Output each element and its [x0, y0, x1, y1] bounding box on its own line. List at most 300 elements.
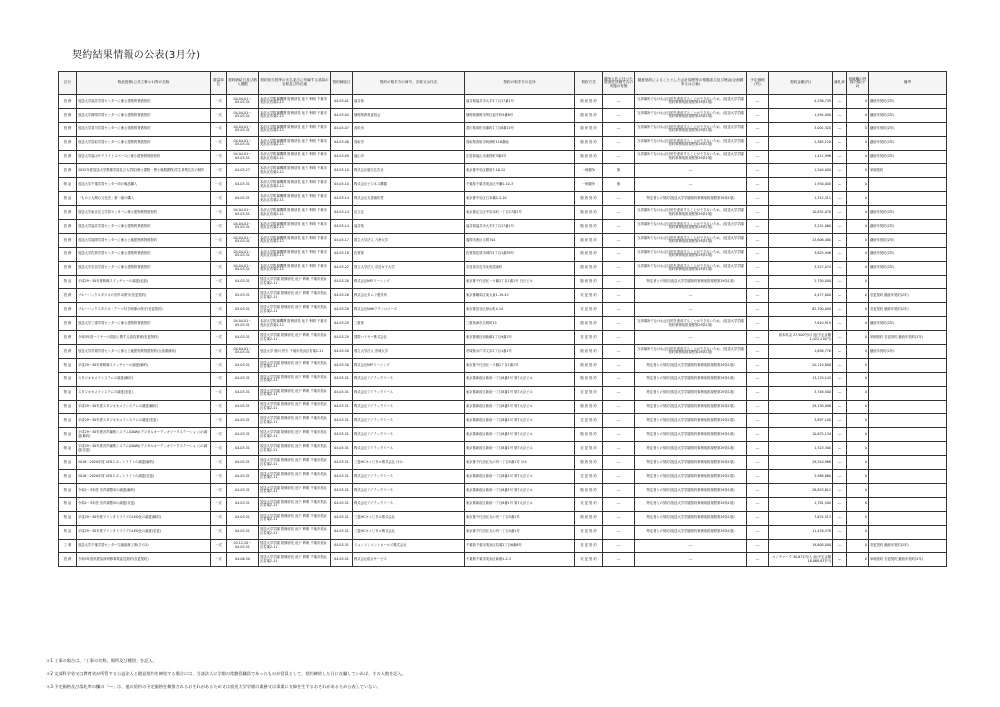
table-cell: 随 意 契 約: [575, 192, 603, 206]
table-cell: 04.03.09: [331, 150, 353, 164]
table-cell: 物 品: [59, 372, 77, 386]
table-cell: 0: [847, 539, 869, 553]
table-cell: 0: [847, 400, 869, 414]
column-header: 数量単位: [211, 72, 227, 95]
table-cell: ―: [603, 525, 635, 539]
table-cell: 0: [847, 164, 869, 178]
table-cell: 株式会社アイテックリース: [353, 483, 465, 497]
table-cell: 静岡県教育委員会: [353, 108, 465, 122]
table-cell: 継続年契約(2年): [869, 261, 947, 275]
table-cell: 0: [847, 233, 869, 247]
table-cell: 一式: [211, 220, 227, 234]
table-cell: 役 務: [59, 553, 77, 567]
table-cell: 変 更 契 約: [575, 553, 603, 567]
table-cell: 1,658,776: [769, 345, 833, 359]
column-header: 競争入札に比べた経済性評価方式の実施の有無: [603, 72, 635, 95]
table-cell: ―: [833, 345, 847, 359]
table-cell: 放送大学 楠川 肝夫 千葉市美浜区若葉2-11: [259, 345, 331, 359]
table-cell: 放送大学学園 財務部長 池下 利明 千葉市美浜区若葉2-11: [259, 400, 331, 414]
table-cell: ブルーバックスタジオの音声卓保守(変更契約): [77, 289, 211, 303]
table-cell: 東京都新宿区新宿一丁目8番1号 第7大京ビル: [465, 497, 575, 511]
table-cell: 福山市: [353, 150, 465, 164]
table-cell: 3,001,320: [769, 122, 833, 136]
table-cell: ―: [833, 178, 847, 192]
table-cell: 株式会社NFFリーシング: [353, 358, 465, 372]
table-cell: 一式: [211, 164, 227, 178]
table-cell: 本部大学附属機関 財務部長 池下 利明 千葉市美浜区若葉2-11: [259, 261, 331, 275]
table-row: [59, 317, 947, 331]
table-cell: 国立大学法人 九州大学: [353, 233, 465, 247]
table-cell: 04.04.01〜05.03.31: [227, 136, 259, 150]
table-cell: 東京都中央区日本橋2-3-10: [465, 192, 575, 206]
table-cell: 1,540,000: [769, 164, 833, 178]
table-cell: ―: [747, 317, 769, 331]
table-cell: 放送大学学園 財務部長 池下 利明 千葉市美浜区若葉2-11: [259, 442, 331, 456]
table-cell: 04.04.01〜05.03.31: [227, 247, 259, 261]
table-cell: スタジオカメラシステムの調達(変更): [77, 386, 211, 400]
table-cell: [869, 442, 947, 456]
table-cell: 7,610,919: [769, 317, 833, 331]
table-cell: 0: [847, 289, 869, 303]
table-cell: 0: [847, 414, 869, 428]
table-cell: [869, 456, 947, 470]
table-cell: ―: [833, 414, 847, 428]
table-cell: 放送大学福岡学習センターに係る土地建物賃貸借契約: [77, 233, 211, 247]
table-cell: 株式会社朝日広告社: [353, 164, 465, 178]
table-row: [59, 206, 947, 220]
table-cell: ―: [603, 400, 635, 414]
table-cell: ―: [747, 553, 769, 567]
table-cell: 一式: [211, 497, 227, 511]
table-cell: 基本料金 27,500円/月 他(予定金額 1,422,210円): [769, 331, 833, 345]
table-cell: ―: [603, 150, 635, 164]
table-cell: 0: [847, 497, 869, 511]
table-cell: 0: [847, 261, 869, 275]
table-row: [59, 470, 947, 484]
table-cell: 04.03.31: [227, 511, 259, 525]
table-cell: 随 意 契 約: [575, 206, 603, 220]
table-cell: 放送大学学園 財務部長 池下 利明 千葉市美浜区若葉2-11: [259, 470, 331, 484]
table-cell: 東京都新宿区新宿一丁目8番1号 第7大京ビル: [465, 442, 575, 456]
table-cell: [869, 497, 947, 511]
table-cell: ―: [833, 511, 847, 525]
table-cell: [869, 178, 947, 192]
table-cell: 04.03.31: [227, 428, 259, 442]
table-cell: 一式: [211, 372, 227, 386]
table-cell: 04.03.31: [331, 511, 353, 525]
table-cell: 0: [847, 247, 869, 261]
table-cell: 0: [847, 553, 869, 567]
table-cell: 役 務: [59, 136, 77, 150]
table-cell: 04.03.17: [331, 233, 353, 247]
table-cell: 物 品: [59, 442, 77, 456]
table-cell: 放送大学学園 財務部長 池下 利明 千葉市美浜区若葉2-11: [259, 511, 331, 525]
table-cell: 当該場所でなければ目的を達成することができないため。(放送大学学園契約事務取扱規程第29条1項): [635, 233, 747, 247]
table-cell: 特定者との契約(放送大学学園契約事務取扱規程第29条1項): [635, 442, 747, 456]
table-cell: ブルーバックスタジオ・テーマ付き映像の保守(変更契約): [77, 303, 211, 317]
table-cell: 特定者との契約(放送大学学園契約事務取扱規程第29条1項): [635, 386, 747, 400]
column-header: 契約担当役等の氏名並びに所属する部局の名称及び所在地: [259, 72, 331, 95]
table-cell: 物 品: [59, 428, 77, 442]
table-cell: 物 品: [59, 178, 77, 192]
table-cell: 変 更 契 約: [575, 497, 603, 511]
table-cell: 04.04.01〜05.03.31: [227, 261, 259, 275]
table-row: [59, 275, 947, 289]
table-cell: 本部大学附属機関 財務部長 池下 利明 千葉市美浜区若葉2-11: [259, 108, 331, 122]
table-cell: 株式会社アイテックリース: [353, 400, 465, 414]
table-cell: ―: [603, 386, 635, 400]
table-cell: 一式: [211, 178, 227, 192]
table-cell: 株式会社アイテックリース: [353, 428, 465, 442]
table-row: [59, 442, 947, 456]
table-cell: 役 務: [59, 150, 77, 164]
table-cell: ―: [833, 331, 847, 345]
table-cell: 国際ハイヤー株式会社: [353, 331, 465, 345]
table-cell: 継続年契約(2年): [869, 233, 947, 247]
table-cell: 奈良県奈良市北魚屋東町: [465, 261, 575, 275]
table-cell: 10,675,134: [769, 428, 833, 442]
table-cell: 随 意 契 約: [575, 400, 603, 414]
table-row: [59, 358, 947, 372]
table-cell: 03.12.20〜04.03.31: [227, 539, 259, 553]
table-cell: 04.04.01〜05.03.31: [227, 317, 259, 331]
table-cell: 東京都新宿区新宿一丁目8番1号 第7大京ビル: [465, 483, 575, 497]
table-cell: 静岡県静岡市葵区追手町9番6号: [465, 108, 575, 122]
table-cell: ―: [603, 289, 635, 303]
table-cell: 29,130,908: [769, 400, 833, 414]
table-cell: 04.03.29: [331, 331, 353, 345]
table-cell: ―: [833, 136, 847, 150]
table-cell: 物 品: [59, 483, 77, 497]
table-cell: 役 務: [59, 247, 77, 261]
table-cell: 本部大学附属機関 財務部長 池下 利明 千葉市美浜区若葉2-11: [259, 178, 331, 192]
table-cell: 足立区: [353, 206, 465, 220]
table-cell: 単価契約 変更契約 継続年契約(2年): [869, 331, 947, 345]
table-cell: 04.03.18: [331, 247, 353, 261]
table-cell: 随 意 契 約: [575, 220, 603, 234]
table-row: [59, 386, 947, 400]
table-cell: ―: [603, 414, 635, 428]
table-cell: ―: [603, 192, 635, 206]
table-cell: 平成29〜30年度スタジオカメラシステムの調達(解約): [77, 400, 211, 414]
table-cell: 平成29〜30年度プリンタドライブのLED化の調達(解約): [77, 511, 211, 525]
table-cell: 変 更 契 約: [575, 470, 603, 484]
table-cell: [869, 192, 947, 206]
table-cell: ―: [833, 386, 847, 400]
table-cell: 放送大学奈良学習センターに係る建物賃貸借契約: [77, 261, 211, 275]
table-cell: ―: [833, 303, 847, 317]
table-cell: 放送大学学園 財務部長 池下 利明 千葉市美浜区若葉2-11: [259, 539, 331, 553]
table-cell: ベンチマーク 30,871円/人 他(予定金額 16,869,837円): [769, 553, 833, 567]
table-cell: 04.03.31: [227, 275, 259, 289]
table-cell: ―: [603, 372, 635, 386]
table-cell: ―: [603, 206, 635, 220]
table-cell: ―: [833, 539, 847, 553]
table-cell: ―: [635, 178, 747, 192]
table-cell: 3,897,100: [769, 414, 833, 428]
table-cell: 本部大学附属機関 財務部長 池下 利明 千葉市美浜区若葉2-11: [259, 150, 331, 164]
table-cell: 継続年契約(2年): [869, 122, 947, 136]
table-cell: 役 務: [59, 345, 77, 359]
column-header: 再就職の役員の数(＊2): [847, 72, 869, 95]
table-cell: 単価契約 変更契約 継続年契約(2年): [869, 553, 947, 567]
table-cell: 一式: [211, 511, 227, 525]
table-cell: 千葉県千葉市美浜区中瀬1-10-3: [465, 178, 575, 192]
table-cell: ―: [747, 331, 769, 345]
table-cell: 放送大学学園 財務部長 池下 利明 千葉市美浜区若葉2-11: [259, 275, 331, 289]
table-cell: 放送大学三重学習センターに係る建物賃貸借契約: [77, 317, 211, 331]
table-cell: 04.03.27: [227, 164, 259, 178]
table-cell: 一式: [211, 358, 227, 372]
table-cell: 04.03.14: [331, 206, 353, 220]
table-cell: ―: [747, 345, 769, 359]
table-row: [59, 220, 947, 234]
table-cell: 随 意 契 約: [575, 456, 603, 470]
table-cell: 04.03.31: [331, 428, 353, 442]
table-cell: 0: [847, 220, 869, 234]
table-cell: 04.04.01〜05.03.31: [227, 95, 259, 109]
table-cell: 放送大学福井学習センターに係る建物賃貸借契約: [77, 220, 211, 234]
table-cell: 役 務: [59, 220, 77, 234]
table-cell: 04.03.31: [227, 497, 259, 511]
table-cell: ―: [603, 539, 635, 553]
table-cell: 継続年契約(2年): [869, 220, 947, 234]
table-cell: 04.03.31: [227, 442, 259, 456]
table-cell: ―: [833, 233, 847, 247]
table-cell: 2018〜2020年度 LEDスポットライトの調達(変更): [77, 470, 211, 484]
table-cell: 0: [847, 192, 869, 206]
table-cell: 工 事: [59, 539, 77, 553]
table-cell: ―: [603, 247, 635, 261]
table-cell: 特定者との契約(放送大学学園契約事務取扱規程第29条1項): [635, 525, 747, 539]
table-cell: 変 更 契 約: [575, 442, 603, 456]
table-cell: 高松市: [353, 122, 465, 136]
table-cell: ―: [747, 136, 769, 150]
table-cell: 「ものと人間の文化史」第一級の購入: [77, 192, 211, 206]
table-cell: 随 意 契 約: [575, 108, 603, 122]
table-cell: 東京都新宿区新宿一丁目8番1号 第7大京ビル: [465, 428, 575, 442]
table-cell: 0: [847, 150, 869, 164]
table-cell: 役 務: [59, 261, 77, 275]
column-header: 随意契約によることとした会計規程等の根拠条文及び理由(企画競争又は公募): [635, 72, 747, 95]
table-cell: ―: [635, 164, 747, 178]
column-header: 契約の相手方の商号、名称又は氏名: [353, 72, 465, 95]
table-cell: 04.03.31: [227, 400, 259, 414]
table-cell: 04.03.31: [227, 456, 259, 470]
table-cell: ―: [747, 358, 769, 372]
table-cell: 単価契約: [869, 164, 947, 178]
table-cell: 一般競争: [575, 178, 603, 192]
table-cell: 放送大学学園 財務部長 池下 利明 千葉市美浜区若葉2-11: [259, 525, 331, 539]
table-cell: 変更契約 継続年契約(2年): [869, 303, 947, 317]
table-cell: 放送大学学園 財務部長 池下 利明 千葉市美浜区若葉2-11: [259, 483, 331, 497]
table-cell: ―: [747, 233, 769, 247]
table-cell: 当該場所でなければ目的を達成することができないため。(放送大学学園契約事務取扱規程第29条1項): [635, 95, 747, 109]
table-row: [59, 331, 947, 345]
table-cell: 継続年契約(2年): [869, 247, 947, 261]
column-header: 契約方式: [575, 72, 603, 95]
table-cell: 変 更 契 約: [575, 289, 603, 303]
table-cell: 04.03.31: [331, 414, 353, 428]
table-cell: ―: [833, 442, 847, 456]
table-cell: 変更契約 継続年契約(2年): [869, 289, 947, 303]
table-cell: 0: [847, 442, 869, 456]
table-cell: 一式: [211, 150, 227, 164]
table-row: [59, 150, 947, 164]
table-cell: ―: [833, 122, 847, 136]
table-cell: 東京都千代田区丸の内一丁目5番1号: [465, 525, 575, 539]
table-cell: 放送大学鳥取学習センターに係る建物賃貸借契約: [77, 136, 211, 150]
table-cell: ―: [833, 289, 847, 303]
table-cell: 株式会社アイテックリース: [353, 470, 465, 484]
table-cell: ―: [603, 136, 635, 150]
table-cell: 0: [847, 317, 869, 331]
table-cell: スタジオカメラシステムの調達(解約): [77, 372, 211, 386]
table-cell: ―: [603, 511, 635, 525]
table-cell: 04.03.07: [331, 122, 353, 136]
table-cell: ―: [603, 358, 635, 372]
table-cell: 0: [847, 428, 869, 442]
table-row: [59, 456, 947, 470]
table-cell: 04.03.28: [331, 275, 353, 289]
table-cell: ―: [833, 428, 847, 442]
table-cell: 福井県福井市大手3丁目17番1号: [465, 220, 575, 234]
table-cell: 11,476,578: [769, 525, 833, 539]
table-cell: ―: [603, 428, 635, 442]
table-cell: 随 意 契 約: [575, 261, 603, 275]
table-cell: [869, 525, 947, 539]
table-cell: ―: [833, 317, 847, 331]
table-cell: ―: [833, 525, 847, 539]
table-cell: 東京都新宿区新宿一丁目8番1号 第7大京ビル: [465, 372, 575, 386]
table-cell: 福井県: [353, 95, 465, 109]
table-cell: 平成29〜30年度音声編集システム(DAW)(デジタルオーディオワークステーション)の調達(変更): [77, 442, 211, 456]
table-cell: 当該場所でなければ目的を達成することができないため。(放送大学学園契約事務取扱規程第29条1項): [635, 345, 747, 359]
contract-results-table: [58, 71, 947, 567]
table-cell: 継続年契約(2年): [869, 345, 947, 359]
column-header: 契約締結日: [331, 72, 353, 95]
table-cell: 株式会社アイテックリース: [353, 497, 465, 511]
table-cell: ―: [747, 108, 769, 122]
table-cell: 0: [847, 178, 869, 192]
table-cell: 放送大学学園 財務部長 池下 利明 千葉市美浜区若葉2-11: [259, 289, 331, 303]
table-cell: ―: [747, 456, 769, 470]
table-cell: 変更契約 継続年契約(2年): [869, 539, 947, 553]
table-cell: 福岡市西区元岡744: [465, 233, 575, 247]
table-cell: ―: [635, 539, 747, 553]
table-cell: 株式会社アイテックリース: [353, 372, 465, 386]
table-cell: 一式: [211, 206, 227, 220]
table-cell: 一式: [211, 303, 227, 317]
table-cell: 一式: [211, 233, 227, 247]
table-cell: 放送大学学園 財務部長 池下 利明 千葉市美浜区若葉2-11: [259, 372, 331, 386]
table-cell: 特定者との契約(放送大学学園契約事務取扱規程第29条1項): [635, 372, 747, 386]
table-cell: 0: [847, 136, 869, 150]
table-row: [59, 289, 947, 303]
table-cell: ―: [603, 95, 635, 109]
table-cell: 04.03.31: [227, 331, 259, 345]
table-cell: 放送大学学園 財務部長 池下 利明 千葉市美浜区若葉2-11: [259, 414, 331, 428]
table-cell: 04.03.31: [331, 483, 353, 497]
table-cell: 随 意 契 約: [575, 275, 603, 289]
table-cell: ―: [833, 483, 847, 497]
table-cell: 04.03.31: [227, 386, 259, 400]
table-cell: 一式: [211, 483, 227, 497]
table-cell: 04.03.22: [331, 261, 353, 275]
table-cell: 随 意 契 約: [575, 428, 603, 442]
table-row: [59, 345, 947, 359]
table-cell: 04.04.01〜05.03.31: [227, 345, 259, 359]
table-cell: ―: [833, 108, 847, 122]
table-cell: 本部大学附属機関 財務部長 池下 利明 千葉市美浜区若葉2-11: [259, 136, 331, 150]
table-cell: ―: [747, 470, 769, 484]
table-cell: 福井県福井市大手3丁目17番1号: [465, 95, 575, 109]
table-cell: 東京都渋谷区神山町4-14: [465, 303, 575, 317]
table-cell: 0: [847, 303, 869, 317]
table-cell: 0: [847, 345, 869, 359]
table-cell: 物 品: [59, 386, 77, 400]
table-cell: 04.03.31: [227, 358, 259, 372]
table-cell: 随 意 契 約: [575, 372, 603, 386]
table-cell: 特定者との契約(放送大学学園契約事務取扱規程第29条1項): [635, 470, 747, 484]
table-cell: ―: [747, 414, 769, 428]
table-cell: 19,800,000: [769, 539, 833, 553]
table-cell: 1,323,300: [769, 442, 833, 456]
table-cell: [869, 386, 947, 400]
table-cell: 平成29〜30年度スタジオカメラシステムの調達(変更): [77, 414, 211, 428]
table-cell: ―: [603, 497, 635, 511]
table-cell: ―: [747, 303, 769, 317]
table-cell: ―: [833, 95, 847, 109]
table-cell: 特定者との契約(放送大学学園契約事務取扱規程第29条1項): [635, 358, 747, 372]
table-cell: 役 務: [59, 289, 77, 303]
table-cell: ―: [603, 317, 635, 331]
page-title: 契約結果情報の公表(3月分): [72, 50, 201, 61]
table-cell: 随 意 契 約: [575, 358, 603, 372]
table-cell: ―: [833, 247, 847, 261]
table-cell: 放送大学福井学習センターに係る建物賃貸借契約: [77, 95, 211, 109]
table-cell: 当該場所でなければ目的を達成することができないため。(放送大学学園契約事務取扱規程第29条1項): [635, 122, 747, 136]
table-cell: 継続年契約(2年): [869, 136, 947, 150]
table-cell: 継続年契約(2年): [869, 317, 947, 331]
table-cell: 役 務: [59, 95, 77, 109]
table-cell: 3,625,946: [769, 247, 833, 261]
table-cell: 0: [847, 122, 869, 136]
table-cell: ―: [833, 497, 847, 511]
table-cell: 当該場所でなければ目的を達成することができないため。(放送大学学園契約事務取扱規程第29条1項): [635, 150, 747, 164]
table-cell: 変 更 契 約: [575, 525, 603, 539]
table-cell: 10,832,078: [769, 206, 833, 220]
table-cell: 平成29〜30年度映像スイッチャーの調達(解約): [77, 358, 211, 372]
table-row: [59, 428, 947, 442]
table-cell: 0: [847, 386, 869, 400]
table-cell: 04.03.14: [331, 220, 353, 234]
table-cell: 継続年契約(2年): [869, 108, 947, 122]
table-cell: 一式: [211, 192, 227, 206]
table-cell: 物 品: [59, 358, 77, 372]
table-cell: 一式: [211, 289, 227, 303]
table-cell: ―: [747, 95, 769, 109]
column-header: 予定価格(円): [747, 72, 769, 95]
table-cell: 一式: [211, 95, 227, 109]
table-cell: ―: [747, 150, 769, 164]
table-cell: 佐賀県: [353, 247, 465, 261]
table-cell: 東京都新宿区新宿一丁目8番1号 第7大京ビル: [465, 414, 575, 428]
table-cell: 04.03.31: [227, 483, 259, 497]
table-cell: 放送大学千葉学習センター空調改修工事(その2): [77, 539, 211, 553]
table-cell: 29,510,968: [769, 456, 833, 470]
table-cell: 継続年契約(2年): [869, 95, 947, 109]
